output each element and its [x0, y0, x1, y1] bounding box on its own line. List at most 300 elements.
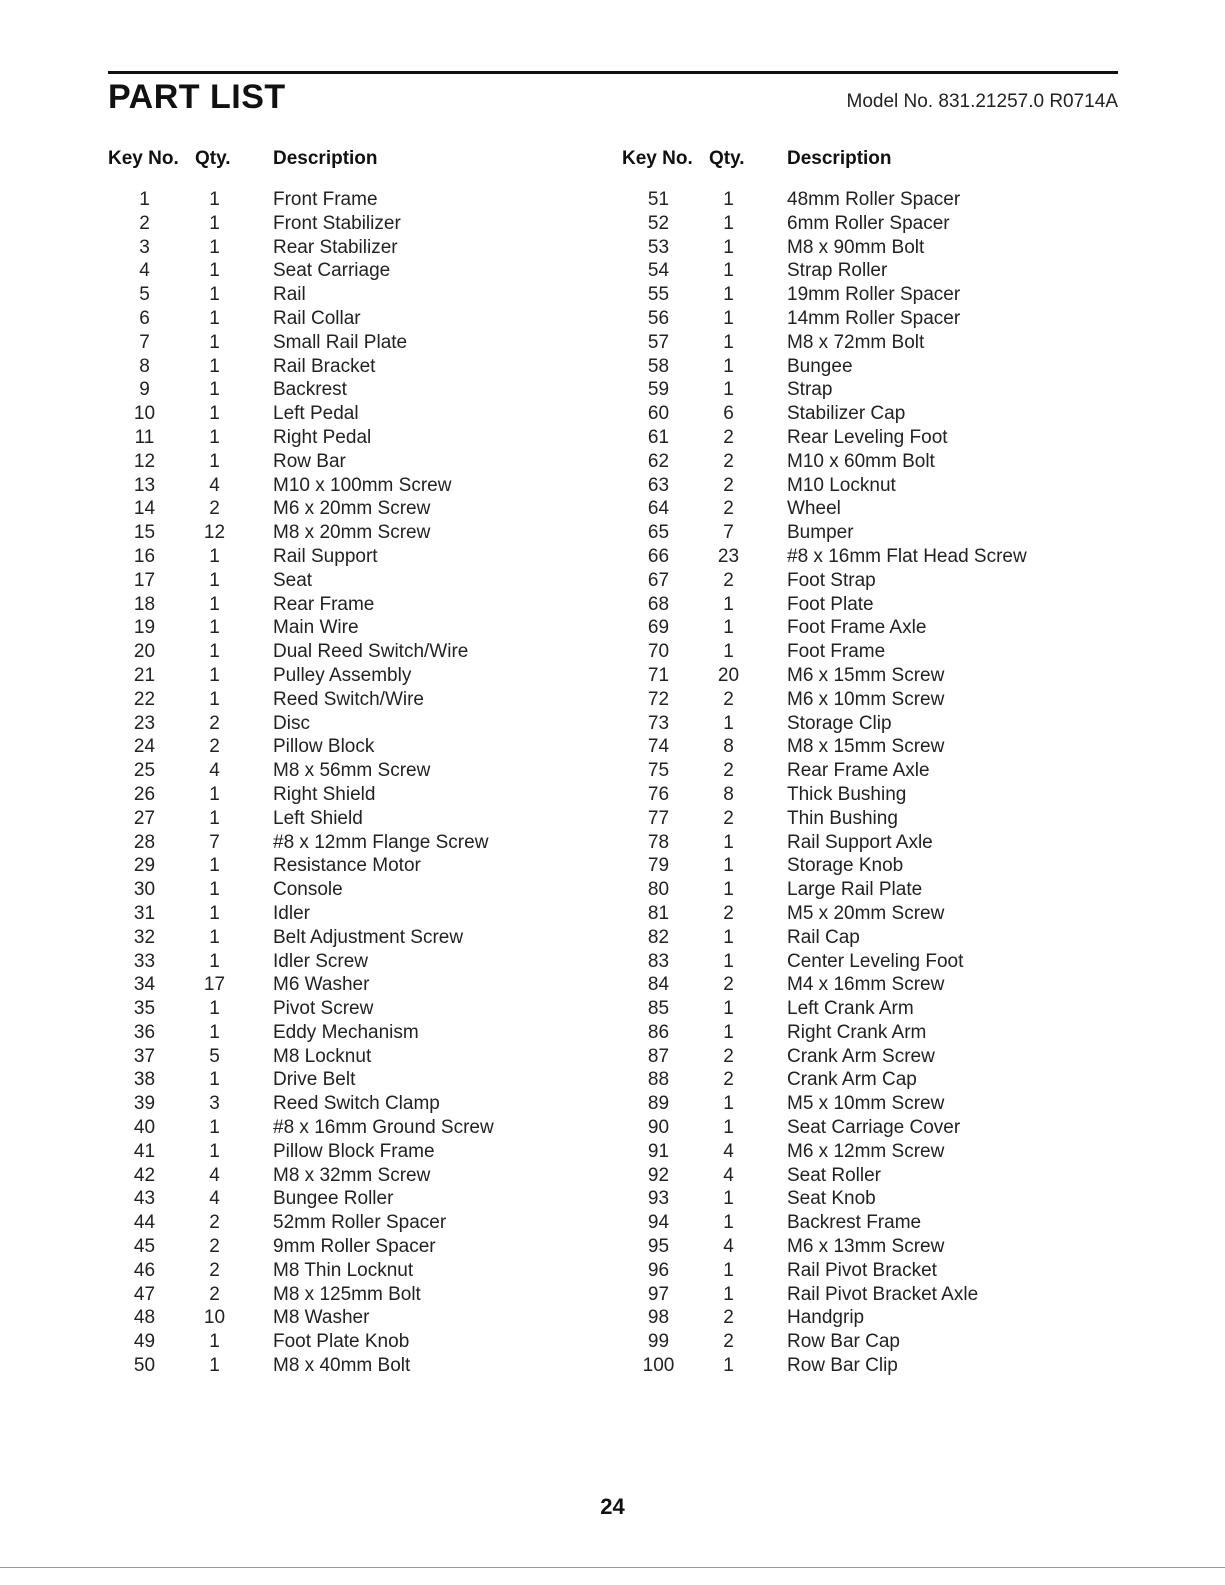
- table-row: [108, 259, 578, 283]
- part-key-no: 78: [647, 831, 670, 853]
- part-qty: 1: [723, 189, 734, 210]
- part-qty: 2: [209, 1212, 220, 1234]
- table-row: [622, 545, 1092, 569]
- part-qty: 1: [209, 664, 220, 686]
- part-key-no: 21: [133, 664, 156, 686]
- part-qty: 2: [723, 902, 734, 924]
- part-description: M8 x 125mm Bolt: [273, 1283, 421, 1305]
- part-description: Bungee Roller: [273, 1188, 394, 1210]
- part-description: Rear Frame Axle: [787, 760, 930, 782]
- part-key-no: 79: [647, 855, 670, 877]
- table-row: [108, 1211, 578, 1235]
- part-key-no: 94: [647, 1212, 670, 1234]
- part-qty: 1: [723, 1093, 734, 1115]
- table-row: [108, 664, 578, 688]
- part-qty: 20: [717, 664, 740, 686]
- part-qty: 4: [209, 1188, 220, 1210]
- table-row: [108, 783, 578, 807]
- table-row: [622, 759, 1092, 783]
- part-description: Rail Support: [273, 545, 378, 567]
- table-row: [622, 854, 1092, 878]
- table-row: [622, 640, 1092, 664]
- part-qty: 10: [203, 1307, 226, 1329]
- part-key-no: 44: [133, 1212, 156, 1234]
- part-description: Pillow Block: [273, 736, 375, 758]
- part-qty: 23: [717, 545, 740, 567]
- part-description: Handgrip: [787, 1307, 865, 1329]
- part-key-no: 82: [647, 926, 670, 948]
- part-description: Seat: [273, 569, 313, 591]
- table-row: [108, 902, 578, 926]
- part-qty: 2: [723, 1045, 734, 1067]
- part-qty: 2: [723, 1307, 734, 1329]
- part-key-no: 73: [647, 712, 670, 734]
- part-key-no: 65: [647, 522, 670, 544]
- part-key-no: 53: [647, 236, 670, 258]
- part-key-no: 59: [647, 379, 670, 401]
- part-qty: 2: [723, 807, 734, 829]
- table-row: [108, 212, 578, 236]
- part-key-no: 34: [133, 974, 156, 996]
- table-row: [622, 1306, 1092, 1330]
- part-description: Backrest Frame: [787, 1212, 922, 1234]
- part-key-no: 23: [133, 712, 156, 734]
- part-qty: 1: [209, 1117, 220, 1139]
- part-description: Strap Roller: [787, 260, 888, 282]
- part-description: Seat Carriage Cover: [787, 1117, 961, 1139]
- part-key-no: 40: [133, 1117, 156, 1139]
- part-description: Backrest: [273, 379, 347, 401]
- table-row: [108, 450, 578, 474]
- part-key-no: 14: [133, 498, 156, 520]
- part-key-no: 46: [133, 1259, 156, 1281]
- part-qty: 2: [723, 974, 734, 996]
- part-key-no: 86: [647, 1021, 670, 1043]
- part-qty: 1: [209, 1021, 220, 1043]
- table-row: [108, 1330, 578, 1354]
- table-row: [108, 593, 578, 617]
- table-row: [108, 402, 578, 426]
- part-key-no: 47: [133, 1283, 156, 1305]
- part-key-no: 1: [139, 189, 150, 210]
- part-description: Rail Support Axle: [787, 831, 933, 853]
- table-row: [108, 1235, 578, 1259]
- part-key-no: 80: [647, 879, 670, 901]
- column-headers: [622, 148, 1092, 172]
- part-key-no: 33: [133, 950, 156, 972]
- part-qty: 1: [723, 307, 734, 329]
- table-row: [108, 688, 578, 712]
- part-key-no: 49: [133, 1331, 156, 1353]
- part-key-no: 30: [133, 879, 156, 901]
- part-key-no: 83: [647, 950, 670, 972]
- part-key-no: 68: [647, 593, 670, 615]
- part-key-no: 100: [642, 1355, 675, 1377]
- part-description: Small Rail Plate: [273, 331, 408, 353]
- part-description: M5 x 10mm Screw: [787, 1093, 945, 1115]
- part-key-no: 54: [647, 260, 670, 282]
- part-description: Foot Plate: [787, 593, 874, 615]
- table-row: [108, 1068, 578, 1092]
- part-qty: 1: [209, 212, 220, 234]
- table-row: [108, 950, 578, 974]
- part-description: Seat Roller: [787, 1164, 881, 1186]
- part-qty: 3: [209, 1093, 220, 1115]
- part-qty: 4: [723, 1140, 734, 1162]
- part-key-no: 90: [647, 1117, 670, 1139]
- table-row: [108, 545, 578, 569]
- part-description: Idler: [273, 902, 310, 924]
- table-row: [108, 831, 578, 855]
- part-qty: 1: [209, 879, 220, 901]
- table-row: [622, 902, 1092, 926]
- part-qty: 1: [209, 1355, 220, 1377]
- part-key-no: 48: [133, 1307, 156, 1329]
- part-description: Storage Knob: [787, 855, 904, 877]
- part-key-no: 51: [647, 189, 670, 210]
- table-row: [108, 236, 578, 260]
- part-description: Left Crank Arm: [787, 998, 914, 1020]
- part-description: Pulley Assembly: [273, 664, 412, 686]
- part-qty: 2: [209, 1236, 220, 1258]
- table-row: [108, 426, 578, 450]
- table-row: [622, 474, 1092, 498]
- part-qty: 2: [209, 712, 220, 734]
- part-key-no: 32: [133, 926, 156, 948]
- part-key-no: 13: [133, 474, 156, 496]
- part-key-no: 7: [139, 331, 150, 353]
- header-key-no: Key No.: [108, 148, 179, 169]
- part-key-no: 12: [133, 450, 156, 472]
- part-qty: 1: [209, 189, 220, 210]
- part-qty: 1: [723, 950, 734, 972]
- table-row: [108, 640, 578, 664]
- part-qty: 2: [723, 1069, 734, 1091]
- part-key-no: 11: [134, 426, 155, 448]
- table-row: [622, 593, 1092, 617]
- table-row: [108, 1045, 578, 1069]
- part-description: Bumper: [787, 522, 854, 544]
- table-row: [622, 735, 1092, 759]
- part-qty: 1: [209, 783, 220, 805]
- column-headers: [108, 148, 578, 172]
- part-description: Left Shield: [273, 807, 363, 829]
- part-qty: 2: [723, 760, 734, 782]
- part-description: M4 x 16mm Screw: [787, 974, 945, 996]
- table-row: [108, 1021, 578, 1045]
- table-row: [622, 926, 1092, 950]
- part-description: Rail: [273, 284, 306, 306]
- part-description: Foot Frame Axle: [787, 617, 927, 639]
- table-row: [622, 307, 1092, 331]
- table-row: [108, 1259, 578, 1283]
- part-key-no: 10: [133, 403, 156, 425]
- part-qty: 1: [723, 355, 734, 377]
- part-description: Storage Clip: [787, 712, 892, 734]
- part-description: Right Shield: [273, 783, 376, 805]
- part-key-no: 3: [139, 236, 150, 258]
- table-row: [622, 1164, 1092, 1188]
- part-qty: 1: [209, 807, 220, 829]
- part-qty: 1: [209, 236, 220, 258]
- part-qty: 2: [723, 569, 734, 591]
- part-description: M8 x 56mm Screw: [273, 760, 431, 782]
- page-title: PART LIST: [108, 78, 286, 116]
- table-row: [108, 1092, 578, 1116]
- table-row: [622, 450, 1092, 474]
- part-description: 9mm Roller Spacer: [273, 1236, 436, 1258]
- part-key-no: 87: [647, 1045, 670, 1067]
- part-qty: 2: [723, 426, 734, 448]
- table-row: [622, 1187, 1092, 1211]
- part-qty: 1: [209, 569, 220, 591]
- part-qty: 1: [723, 379, 734, 401]
- part-description: Foot Strap: [787, 569, 876, 591]
- part-qty: 4: [209, 1164, 220, 1186]
- part-key-no: 95: [647, 1236, 670, 1258]
- part-key-no: 25: [133, 760, 156, 782]
- header-rule: [108, 71, 1118, 74]
- part-key-no: 93: [647, 1188, 670, 1210]
- part-qty: 1: [209, 260, 220, 282]
- table-row: [108, 1354, 578, 1378]
- table-row: [622, 831, 1092, 855]
- part-key-no: 9: [139, 379, 150, 401]
- part-key-no: 61: [647, 426, 670, 448]
- table-row: [622, 1211, 1092, 1235]
- part-key-no: 35: [133, 998, 156, 1020]
- table-row: [622, 783, 1092, 807]
- table-row: [108, 474, 578, 498]
- parts-column-left: [108, 148, 578, 1377]
- part-qty: 1: [723, 593, 734, 615]
- table-row: [108, 378, 578, 402]
- table-row: [108, 926, 578, 950]
- table-row: [622, 878, 1092, 902]
- page-number: 24: [600, 1494, 625, 1519]
- table-row: [108, 878, 578, 902]
- part-qty: 1: [209, 688, 220, 710]
- table-row: [108, 973, 578, 997]
- part-description: M8 x 72mm Bolt: [787, 331, 925, 353]
- table-row: [622, 1140, 1092, 1164]
- part-qty: 2: [723, 450, 734, 472]
- part-key-no: 28: [133, 831, 156, 853]
- part-qty: 1: [209, 426, 220, 448]
- part-description: Bungee: [787, 355, 853, 377]
- part-description: Strap: [787, 379, 833, 401]
- part-qty: 1: [723, 331, 734, 353]
- part-key-no: 17: [133, 569, 156, 591]
- table-row: [622, 1068, 1092, 1092]
- part-description: Rail Pivot Bracket: [787, 1259, 937, 1281]
- part-key-no: 76: [647, 783, 670, 805]
- part-description: M6 x 12mm Screw: [787, 1140, 945, 1162]
- part-description: Pivot Screw: [273, 998, 374, 1020]
- table-row: [108, 331, 578, 355]
- part-description: Belt Adjustment Screw: [273, 926, 464, 948]
- part-key-no: 2: [139, 212, 150, 234]
- part-key-no: 74: [647, 736, 670, 758]
- part-description: M8 x 40mm Bolt: [273, 1355, 411, 1377]
- part-qty: 6: [723, 403, 734, 425]
- part-qty: 1: [723, 1117, 734, 1139]
- part-qty: 2: [723, 688, 734, 710]
- table-row: [108, 807, 578, 831]
- part-qty: 2: [723, 474, 734, 496]
- part-description: Rail Bracket: [273, 355, 376, 377]
- table-row: [108, 616, 578, 640]
- part-key-no: 22: [133, 688, 156, 710]
- part-description: Right Crank Arm: [787, 1021, 927, 1043]
- part-qty: 1: [723, 1212, 734, 1234]
- parts-list-right: [622, 188, 1092, 1378]
- part-key-no: 56: [647, 307, 670, 329]
- table-row: [108, 997, 578, 1021]
- table-row: [622, 973, 1092, 997]
- header-qty: Qty.: [709, 148, 745, 169]
- part-key-no: 38: [133, 1069, 156, 1091]
- part-key-no: 26: [133, 783, 156, 805]
- table-row: [622, 807, 1092, 831]
- part-description: M8 Locknut: [273, 1045, 372, 1067]
- part-qty: 1: [723, 617, 734, 639]
- table-row: [622, 950, 1092, 974]
- part-description: M6 x 20mm Screw: [273, 498, 431, 520]
- part-qty: 2: [723, 1331, 734, 1353]
- part-key-no: 5: [139, 284, 150, 306]
- part-qty: 1: [209, 617, 220, 639]
- header-qty: Qty.: [195, 148, 231, 169]
- part-description: Seat Knob: [787, 1188, 876, 1210]
- part-qty: 1: [209, 545, 220, 567]
- part-description: Row Bar: [273, 450, 346, 472]
- part-qty: 4: [723, 1236, 734, 1258]
- part-key-no: 50: [133, 1355, 156, 1377]
- part-qty: 1: [209, 450, 220, 472]
- part-description: M8 x 32mm Screw: [273, 1164, 431, 1186]
- table-row: [108, 1283, 578, 1307]
- part-key-no: 67: [647, 569, 670, 591]
- part-description: Front Stabilizer: [273, 212, 401, 234]
- part-key-no: 29: [133, 855, 156, 877]
- part-description: M6 x 10mm Screw: [787, 688, 945, 710]
- table-row: [622, 1045, 1092, 1069]
- part-qty: 5: [209, 1045, 220, 1067]
- table-row: [622, 402, 1092, 426]
- header-description: Description: [787, 148, 892, 169]
- part-key-no: 43: [133, 1188, 156, 1210]
- part-key-no: 42: [133, 1164, 156, 1186]
- part-description: Foot Plate Knob: [273, 1331, 410, 1353]
- part-qty: 1: [209, 998, 220, 1020]
- table-row: [622, 1092, 1092, 1116]
- part-key-no: 27: [133, 807, 156, 829]
- table-row: [108, 521, 578, 545]
- table-row: [108, 1306, 578, 1330]
- part-key-no: 16: [133, 545, 156, 567]
- table-row: [108, 283, 578, 307]
- part-description: Reed Switch/Wire: [273, 688, 424, 710]
- table-row: [622, 426, 1092, 450]
- part-key-no: 37: [133, 1045, 156, 1067]
- part-key-no: 39: [133, 1093, 156, 1115]
- part-qty: 1: [209, 331, 220, 353]
- part-key-no: 64: [647, 498, 670, 520]
- part-key-no: 85: [647, 998, 670, 1020]
- part-description: Crank Arm Cap: [787, 1069, 917, 1091]
- part-description: Rail Pivot Bracket Axle: [787, 1283, 979, 1305]
- part-description: M5 x 20mm Screw: [787, 902, 945, 924]
- table-row: [622, 378, 1092, 402]
- part-qty: 1: [723, 212, 734, 234]
- part-key-no: 6: [139, 307, 150, 329]
- page-edge: [0, 1567, 1225, 1568]
- part-key-no: 45: [133, 1236, 156, 1258]
- part-description: Rear Stabilizer: [273, 236, 398, 258]
- part-qty: 1: [723, 1259, 734, 1281]
- part-description: Disc: [273, 712, 310, 734]
- table-row: [622, 521, 1092, 545]
- part-description: Eddy Mechanism: [273, 1021, 419, 1043]
- part-qty: 2: [723, 498, 734, 520]
- part-qty: 2: [209, 498, 220, 520]
- part-description: Main Wire: [273, 617, 359, 639]
- part-key-no: 62: [647, 450, 670, 472]
- table-row: [108, 1187, 578, 1211]
- part-description: Rail Cap: [787, 926, 860, 948]
- part-description: M8 x 15mm Screw: [787, 736, 945, 758]
- part-description: Crank Arm Screw: [787, 1045, 935, 1067]
- part-key-no: 98: [647, 1307, 670, 1329]
- part-description: Seat Carriage: [273, 260, 391, 282]
- part-qty: 1: [209, 1140, 220, 1162]
- part-description: M10 x 100mm Screw: [273, 474, 452, 496]
- part-key-no: 57: [647, 331, 670, 353]
- table-row: [622, 283, 1092, 307]
- model-number: Model No. 831.21257.0 R0714A: [846, 91, 1118, 112]
- part-qty: 1: [723, 831, 734, 853]
- part-description: Center Leveling Foot: [787, 950, 964, 972]
- part-qty: 1: [723, 284, 734, 306]
- part-key-no: 4: [139, 260, 150, 282]
- table-row: [622, 259, 1092, 283]
- part-qty: 1: [209, 950, 220, 972]
- part-qty: 1: [209, 403, 220, 425]
- part-qty: 4: [209, 760, 220, 782]
- part-qty: 1: [209, 284, 220, 306]
- part-description: Dual Reed Switch/Wire: [273, 641, 469, 663]
- table-row: [622, 1354, 1092, 1378]
- table-row: [108, 307, 578, 331]
- part-qty: 7: [723, 522, 734, 544]
- table-row: [108, 854, 578, 878]
- part-key-no: 69: [647, 617, 670, 639]
- part-qty: 1: [209, 1331, 220, 1353]
- part-description: M8 x 90mm Bolt: [787, 236, 925, 258]
- part-key-no: 66: [647, 545, 670, 567]
- part-description: M10 x 60mm Bolt: [787, 450, 935, 472]
- part-qty: 1: [209, 641, 220, 663]
- part-key-no: 72: [647, 688, 670, 710]
- table-row: [622, 331, 1092, 355]
- part-key-no: 24: [133, 736, 156, 758]
- part-description: M8 x 20mm Screw: [273, 522, 431, 544]
- part-key-no: 77: [647, 807, 670, 829]
- part-qty: 1: [723, 1355, 734, 1377]
- table-row: [622, 1235, 1092, 1259]
- part-description: M6 x 15mm Screw: [787, 664, 945, 686]
